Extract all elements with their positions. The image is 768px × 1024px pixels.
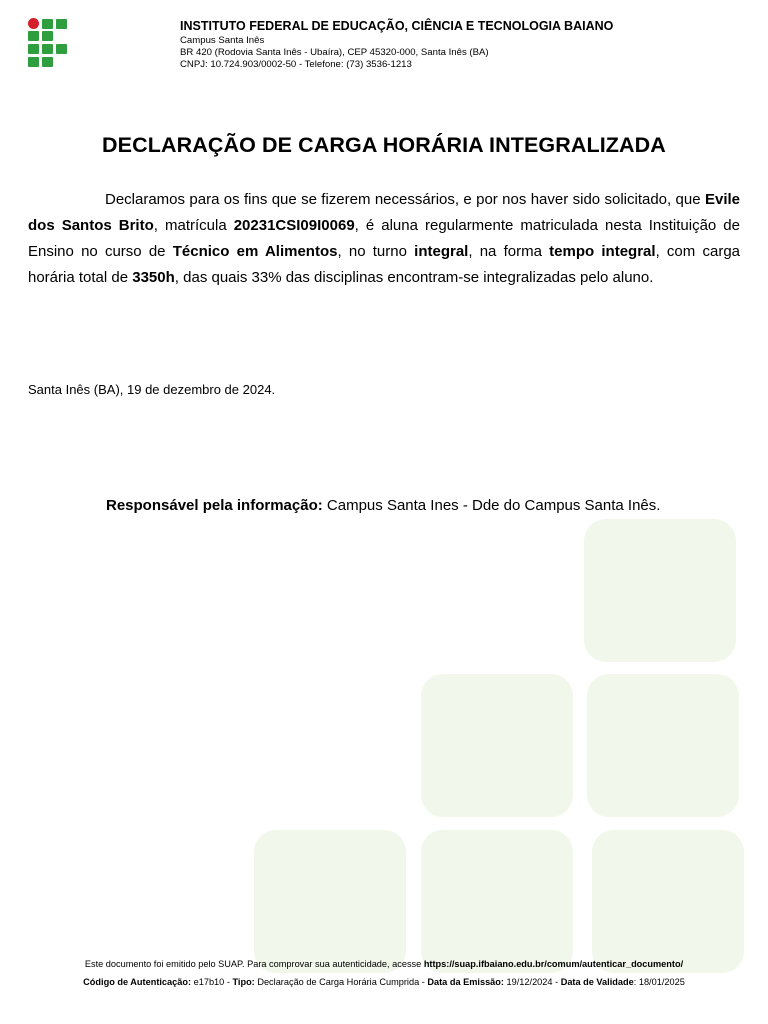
watermark-block [584, 519, 736, 662]
declaration-text: , na forma [468, 243, 542, 260]
type-label: Tipo: [232, 977, 255, 987]
campus-name: Campus Santa Inês [180, 35, 265, 46]
responsible-label: Responsável pela informação: [106, 497, 323, 514]
declaration-paragraph [28, 187, 740, 291]
course-name: Técnico em Alimentos [172, 243, 338, 260]
authentication-footer [0, 955, 768, 991]
shift: integral [414, 243, 469, 260]
registration-number: 20231CSI09I0069 [233, 217, 355, 234]
footer-text: Este documento foi emitido pelo SUAP. Para comprovar sua autenticidade, acesse [84, 959, 422, 969]
valid-date-value: 18/01/2025 [638, 977, 685, 987]
valid-date-label: Data de Validade [560, 977, 634, 987]
declaration-text: , das quais 33% das disciplinas encontram-se integralizadas pelo aluno. [174, 269, 654, 286]
auth-code-value: e17b10 [193, 977, 225, 987]
study-form: tempo integral [549, 243, 656, 260]
watermark-block [254, 830, 406, 973]
institution-logo-icon [28, 18, 68, 67]
student-name: Evile dos Santos Brito [28, 191, 740, 234]
watermark-block [421, 830, 573, 973]
campus-contact: CNPJ: 10.724.903/0002-50 - Telefone: (73) 3536-1213 [180, 59, 412, 70]
responsible-value: Campus Santa Ines - Dde do Campus Santa Inês. [326, 497, 661, 514]
watermark-block [587, 674, 739, 817]
responsible-info [106, 497, 660, 514]
type-value: Declaração de Carga Horária Cumprida [257, 977, 420, 987]
document-header [180, 19, 740, 71]
issue-date-value: 19/12/2024 [506, 977, 553, 987]
declaration-text: , matrícula [153, 217, 227, 234]
declaration-intro: Declaramos para os fins que se fizerem necessários, e por nos haver sido solicitado, que [105, 191, 701, 208]
declaration-text: , com carga horária total de [28, 243, 740, 286]
authentication-url[interactable]: https://suap.ifbaiano.edu.br/comum/autenticar_documento/ [423, 959, 684, 969]
place-date: Santa Inês (BA), 19 de dezembro de 2024. [28, 382, 276, 397]
watermark-block [421, 674, 573, 817]
auth-code-label: Código de Autenticação: [83, 977, 192, 987]
watermark-block [592, 830, 744, 973]
declaration-text: , no turno [337, 243, 407, 260]
footer-line-2: Código de Autenticação: e17b10 - Tipo: Declaração de Carga Horária Cumprida - Data da Emissão: 19/12/2024 - Data de Validade: 18/01/2025 [83, 977, 685, 987]
declaration-text: , é aluna regularmente matriculada nesta Instituição de Ensino no curso de [28, 217, 740, 260]
campus-address: BR 420 (Rodovia Santa Inês - Ubaíra), CEP 45320-000, Santa Inês (BA) [180, 47, 489, 58]
institution-name: INSTITUTO FEDERAL DE EDUCAÇÃO, CIÊNCIA E TECNOLOGIA BAIANO [180, 19, 614, 33]
footer-line-1 [0, 955, 768, 973]
document-title: DECLARAÇÃO DE CARGA HORÁRIA INTEGRALIZADA [102, 133, 666, 157]
total-hours: 3350h [132, 269, 175, 286]
issue-date-label: Data da Emissão: [427, 977, 504, 987]
